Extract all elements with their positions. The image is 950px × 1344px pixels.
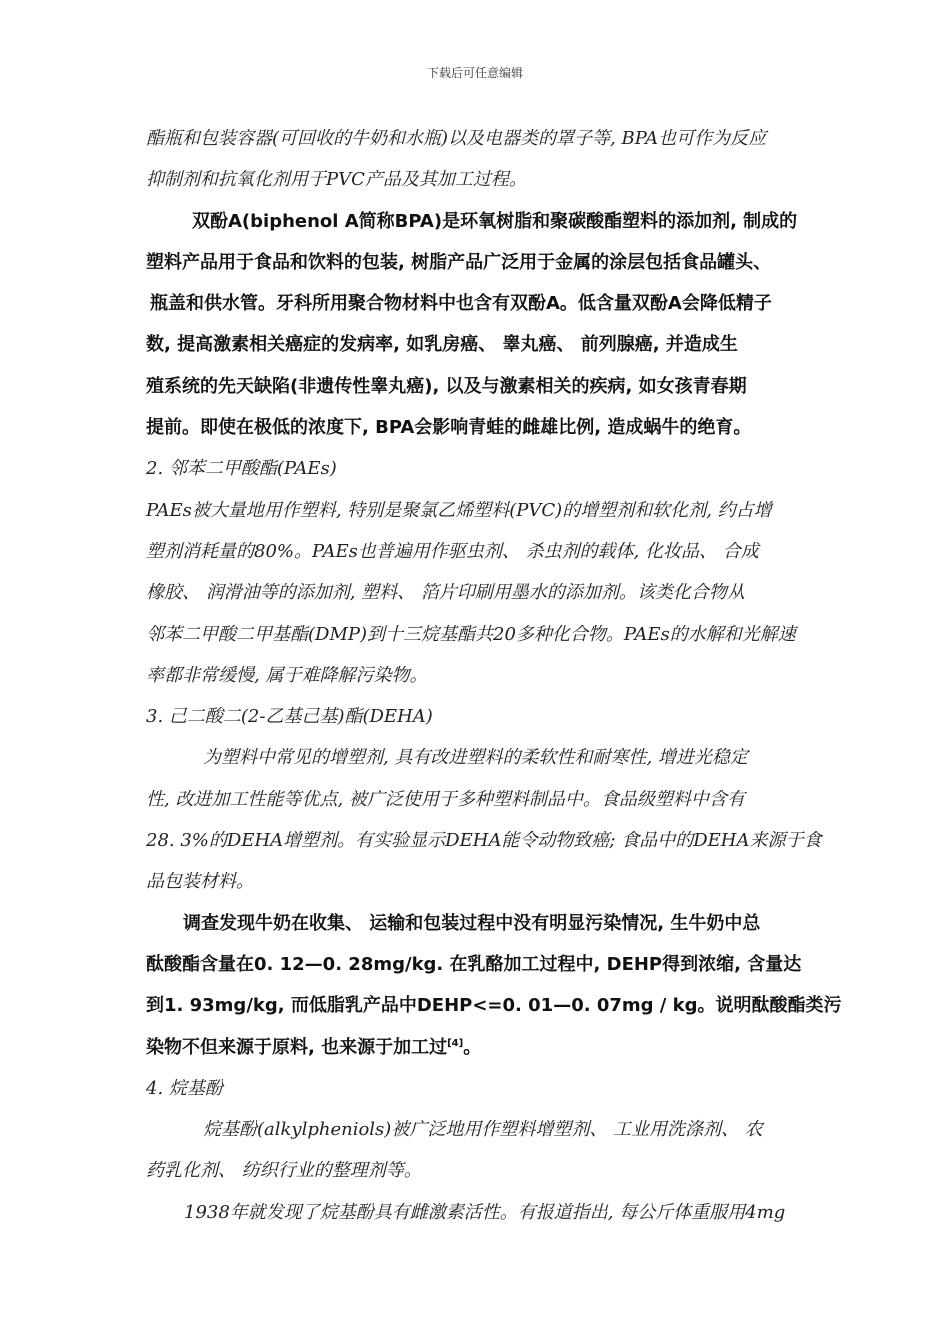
text-line [146, 283, 811, 324]
text-line [146, 531, 811, 572]
text-line [146, 861, 811, 902]
text-line [146, 1192, 811, 1233]
text-line-content: 瓶盖和供水管。牙科所用聚合物材料中也含有双酚A。低含量双酚A会降低精子 [150, 293, 772, 315]
text-line [146, 1150, 811, 1191]
text-line [146, 1109, 811, 1150]
text-line [146, 696, 811, 737]
text-line [146, 820, 822, 861]
text-line [146, 407, 811, 448]
text-line-content: 药乳化剂、 纺织行业的整理剂等。 [146, 1160, 422, 1182]
document-body [146, 118, 842, 1233]
text-line-content: 性, 改进加工性能等优点, 被广泛使用于多种塑料制品中。食品级塑料中含有 [146, 788, 745, 810]
text-line [146, 159, 811, 200]
text-line [146, 324, 811, 365]
text-line-content: 酞酸酯含量在0. 12—0. 28mg/kg. 在乳酪加工过程中, DEHP得到浓缩, 含量达 [146, 953, 802, 975]
text-line [146, 572, 811, 613]
text-line [146, 1068, 811, 1109]
text-line [146, 614, 811, 655]
page-header: 下载后可任意编辑 [426, 66, 523, 80]
text-line-content: 邻苯二甲酸二甲基酯(DMP)到十三烷基酯共20多种化合物。PAEs的水解和光解速 [146, 623, 796, 645]
text-line [146, 490, 811, 531]
text-line-content: 抑制剂和抗氧化剂用于PVC产品及其加工过程。 [146, 169, 527, 191]
text-line-content: 28. 3%的DEHA增塑剂。有实验显示DEHA能令动物致癌; 食品中的DEHA来源于食 [146, 830, 822, 852]
text-line-content: 塑剂消耗量的80%。PAEs也普遍用作驱虫剂、 杀虫剂的载体, 化妆品、 合成 [146, 540, 759, 562]
text-line [146, 201, 811, 242]
text-line-content: 酯瓶和包装容器(可回收的牛奶和水瓶)以及电器类的罩子等, BPA也可作为反应 [146, 128, 767, 149]
text-line-content: 数, 提高激素相关癌症的发病率, 如乳房癌、 睾丸癌、 前列腺癌, 并造成生 [146, 334, 738, 356]
text-line [146, 655, 811, 696]
text-line [146, 903, 811, 944]
text-line [146, 985, 842, 1026]
text-line-content: 4. 烷基酚 [146, 1077, 223, 1099]
text-line-content: 塑料产品用于食品和饮料的包装, 树脂产品广泛用于金属的涂层包括食品罐头、 [146, 251, 772, 273]
text-line [146, 448, 811, 489]
text-line-content: 橡胶、 润滑油等的添加剂, 塑料、 箔片印刷用墨水的添加剂。该类化合物从 [146, 582, 745, 604]
text-line [146, 779, 811, 820]
text-line-content: 为塑料中常见的增塑剂, 具有改进塑料的柔软性和耐寒性, 增进光稳定 [203, 747, 748, 769]
text-line-content: 双酚A(biphenol A简称BPA)是环氧树脂和聚碳酸酯塑料的添加剂, 制成的 [192, 210, 798, 232]
text-line [146, 118, 811, 159]
text-line-content: 2. 邻苯二甲酸酯(PAEs) [146, 458, 337, 480]
text-line-content: 1938年就发现了烷基酚具有雌激素活性。有报道指出, 每公斤体重服用4mg [184, 1201, 786, 1223]
text-line-content: 到1. 93mg/kg, 而低脂乳产品中DEHP<=0. 01—0. 07mg / kg。说明酞酸酯类污 [146, 995, 842, 1017]
text-line-content: 染物不但来源于原料, 也来源于加工过 [146, 1036, 448, 1058]
citation-superscript: [4] [447, 1037, 464, 1049]
text-line [146, 366, 811, 407]
text-line-content: 品包装材料。 [146, 871, 254, 893]
text-line-content: 调查发现牛奶在收集、 运输和包装过程中没有明显污染情况, 生牛奶中总 [183, 912, 761, 934]
text-line [146, 944, 811, 985]
text-line-content: PAEs被大量地用作塑料, 特别是聚氯乙烯塑料(PVC)的增塑剂和软化剂, 约占增 [146, 499, 772, 521]
text-line [146, 1027, 811, 1068]
text-line [146, 737, 811, 778]
text-line-content: 3. 己二酸二(2-乙基己基)酯(DEHA) [146, 706, 433, 728]
text-line-suffix: 。 [463, 1036, 482, 1058]
text-line-content: 提前。即使在极低的浓度下, BPA会影响青蛙的雌雄比例, 造成蜗牛的绝育。 [146, 417, 752, 439]
text-line [146, 242, 811, 283]
text-line-content: 率都非常缓慢, 属于难降解污染物。 [146, 664, 428, 686]
text-line-content: 烷基酚(alkylpheniols)被广泛地用作塑料增塑剂、 工业用洗涤剂、 农 [203, 1119, 763, 1141]
text-line-content: 殖系统的先天缺陷(非遗传性睾丸癌), 以及与激素相关的疾病, 如女孩青春期 [146, 375, 747, 397]
